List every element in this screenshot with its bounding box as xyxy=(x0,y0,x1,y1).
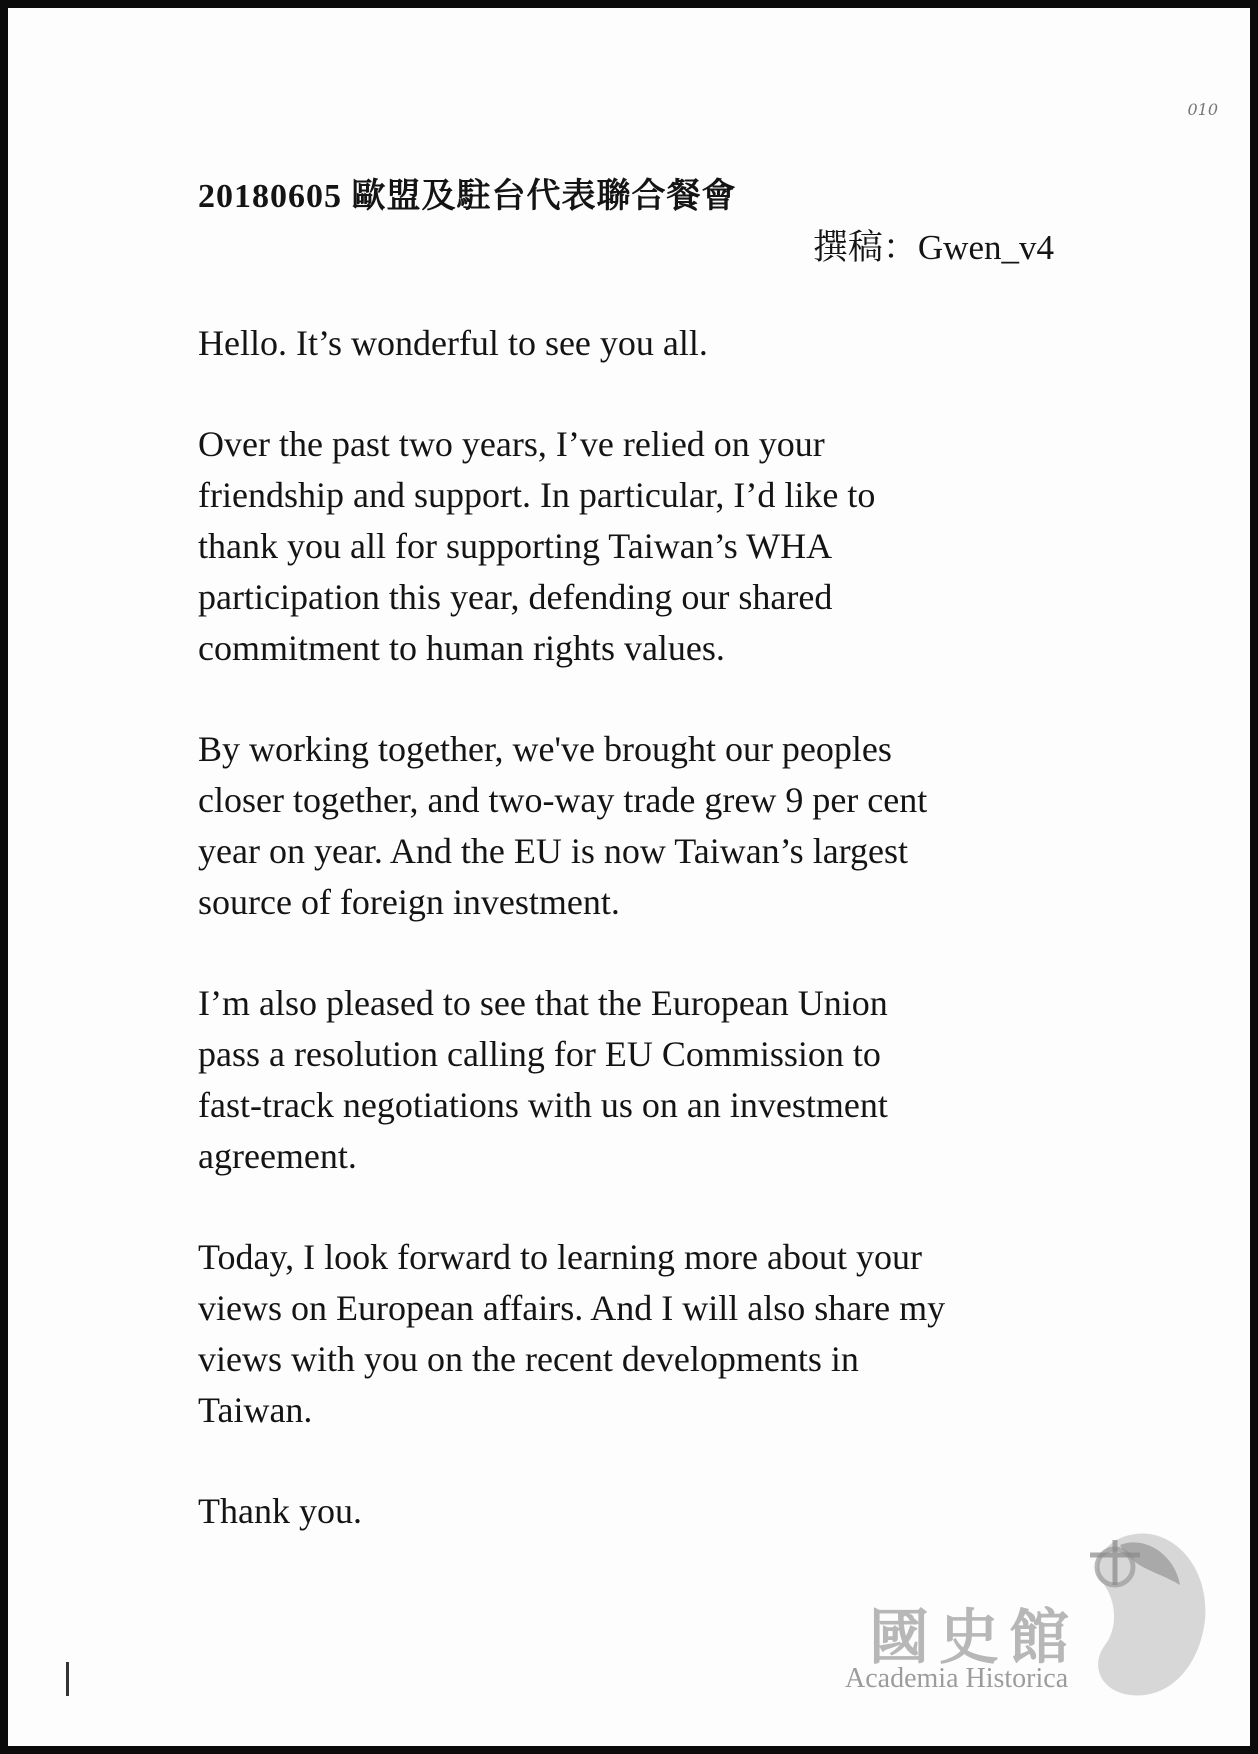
paragraph-greeting: Hello. It’s wonderful to see you all. xyxy=(198,323,708,363)
author-line: 撰稿：Gwen_v4 xyxy=(812,228,1054,267)
paragraph-trade: By working together, we've brought our peoples closer together, and two-way trade grew 9 per cent year on year. And the EU is now Taiwan’s largest source of foreign investment. xyxy=(198,729,928,922)
watermark-english: Academia Historica xyxy=(845,1663,1069,1694)
page-number: 010 xyxy=(1187,100,1218,119)
seal-brush-icon xyxy=(1060,1525,1220,1705)
margin-mark xyxy=(66,1662,69,1696)
watermark-chinese: 國史館 xyxy=(869,1603,1079,1673)
paragraph-thanks-support: Over the past two years, I’ve relied on your friendship and support. In particular, I’d like to thank you all for supporting Taiwan’s WHA participation this year, defending our shared commitment to human rights values. xyxy=(198,424,876,668)
speech-body xyxy=(198,318,1078,1587)
academia-historica-watermark xyxy=(835,1525,1220,1705)
paragraph-closing: Thank you. xyxy=(198,1491,362,1531)
paragraph-views: Today, I look forward to learning more about your views on European affairs. And I will also share my views with you on the recent developments in Taiwan. xyxy=(198,1237,946,1430)
document-title: 20180605 歐盟及駐台代表聯合餐會 xyxy=(198,178,737,215)
paragraph-resolution: I’m also pleased to see that the European Union pass a resolution calling for EU Commission to fast-track negotiations with us on an investment agreement. xyxy=(198,983,888,1176)
